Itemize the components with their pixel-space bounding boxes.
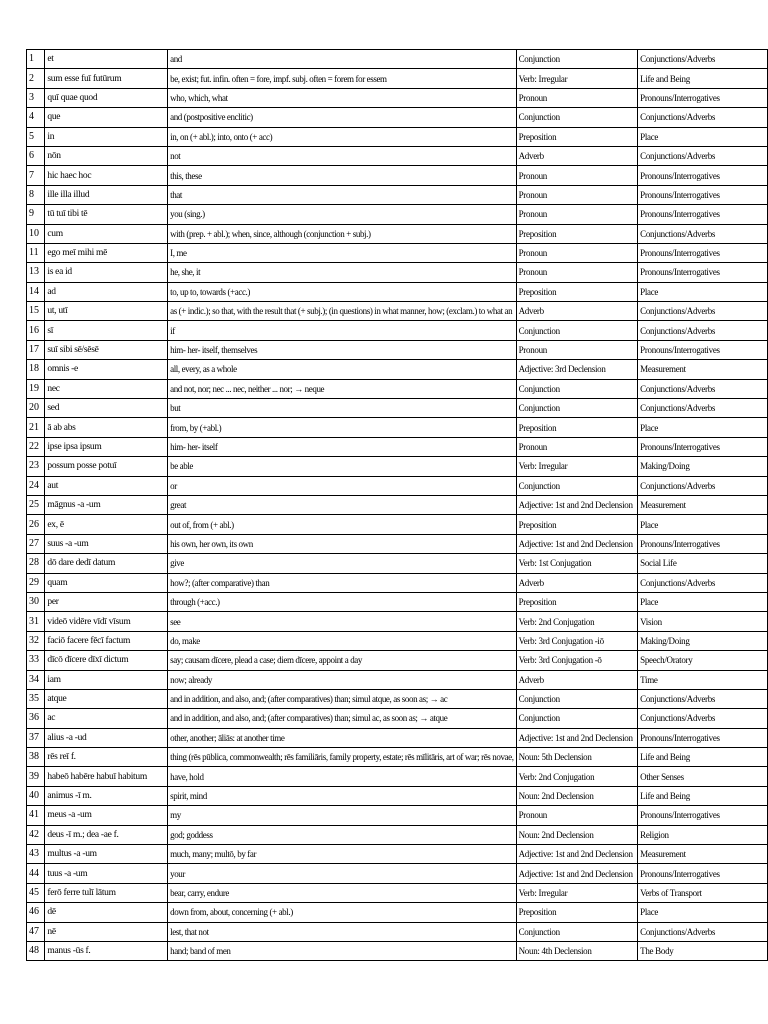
category-cell: Place [638,282,768,301]
definition-cell: bear, carry, endure [168,883,517,902]
definition-cell: down from, about, concerning (+ abl.) [168,903,517,922]
definition-cell: and (postpositive enclitic) [168,108,517,127]
part-of-speech-cell: Adverb [516,146,638,165]
table-row [27,224,768,243]
latin-word-cell: rēs reī f. [45,748,168,767]
table-row [27,864,768,883]
category-cell: Place [638,515,768,534]
definition-cell: your [168,864,517,883]
latin-word-cell: et [45,50,168,69]
row-number-cell: 47 [27,922,45,941]
row-number-cell: 27 [27,534,45,553]
part-of-speech-cell: Verb: 1st Conjugation [516,554,638,573]
part-of-speech-cell: Verb: 2nd Conjugation [516,612,638,631]
category-cell: Pronouns/Interrogatives [638,243,768,262]
category-cell: Conjunctions/Adverbs [638,302,768,321]
definition-cell: give [168,554,517,573]
part-of-speech-cell: Verb: Irregular [516,69,638,88]
category-cell: Conjunctions/Adverbs [638,146,768,165]
definition-cell: from, by (+abl.) [168,418,517,437]
category-cell: Social Life [638,554,768,573]
category-cell: Pronouns/Interrogatives [638,205,768,224]
table-row [27,709,768,728]
row-number-cell: 24 [27,476,45,495]
latin-word-cell: nē [45,922,168,941]
category-cell: Pronouns/Interrogatives [638,185,768,204]
category-cell: Making/Doing [638,457,768,476]
latin-word-cell: nōn [45,146,168,165]
definition-cell: and [168,50,517,69]
table-row [27,50,768,69]
latin-word-cell: dō dare dedī datum [45,554,168,573]
latin-word-cell: ad [45,282,168,301]
definition-cell: do, make [168,631,517,650]
row-number-cell: 20 [27,399,45,418]
category-cell: Conjunctions/Adverbs [638,399,768,418]
latin-word-cell: ego meī mihi mē [45,243,168,262]
category-cell: Pronouns/Interrogatives [638,864,768,883]
latin-word-cell: in [45,127,168,146]
latin-word-cell: deus -ī m.; dea -ae f. [45,825,168,844]
table-row [27,476,768,495]
definition-cell: if [168,321,517,340]
row-number-cell: 10 [27,224,45,243]
part-of-speech-cell: Conjunction [516,50,638,69]
category-cell: Conjunctions/Adverbs [638,573,768,592]
table-row [27,282,768,301]
definition-cell: thing (rēs pūblica, commonwealth; rēs familiāris, family property, estate; rēs mīlitāris, art of war; rēs novae, [168,748,517,767]
latin-word-cell: suī sibi sē/sēsē [45,340,168,359]
category-cell: Verbs of Transport [638,883,768,902]
part-of-speech-cell: Conjunction [516,689,638,708]
part-of-speech-cell: Verb: Irregular [516,883,638,902]
row-number-cell: 39 [27,767,45,786]
latin-word-cell: animus -ī m. [45,786,168,805]
part-of-speech-cell: Conjunction [516,379,638,398]
latin-word-cell: is ea id [45,263,168,282]
latin-word-cell: tuus -a -um [45,864,168,883]
row-number-cell: 40 [27,786,45,805]
table-row [27,670,768,689]
part-of-speech-cell: Adverb [516,302,638,321]
category-cell: Conjunctions/Adverbs [638,922,768,941]
row-number-cell: 32 [27,631,45,650]
row-number-cell: 9 [27,205,45,224]
category-cell: Conjunctions/Adverbs [638,224,768,243]
definition-cell: him- her- itself [168,437,517,456]
table-row [27,69,768,88]
row-number-cell: 34 [27,670,45,689]
part-of-speech-cell: Verb: 2nd Conjugation [516,767,638,786]
latin-word-cell: tū tuī tibi tē [45,205,168,224]
row-number-cell: 30 [27,592,45,611]
row-number-cell: 37 [27,728,45,747]
definition-cell: hand; band of men [168,941,517,960]
category-cell: Pronouns/Interrogatives [638,340,768,359]
definition-cell: with (prep. + abl.); when, since, although (conjunction + subj.) [168,224,517,243]
definition-cell: he, she, it [168,263,517,282]
latin-word-cell: ā ab abs [45,418,168,437]
category-cell: Life and Being [638,69,768,88]
definition-cell: be able [168,457,517,476]
category-cell: Other Senses [638,767,768,786]
part-of-speech-cell: Adjective: 1st and 2nd Declension [516,534,638,553]
category-cell: Pronouns/Interrogatives [638,263,768,282]
category-cell: Time [638,670,768,689]
part-of-speech-cell: Conjunction [516,922,638,941]
row-number-cell: 31 [27,612,45,631]
latin-word-cell: ferō ferre tulī lātum [45,883,168,902]
category-cell: Measurement [638,495,768,514]
table-row [27,786,768,805]
table-row [27,767,768,786]
latin-word-cell: multus -a -um [45,845,168,864]
part-of-speech-cell: Verb: 3rd Conjugation -iō [516,631,638,650]
part-of-speech-cell: Pronoun [516,263,638,282]
part-of-speech-cell: Preposition [516,515,638,534]
category-cell: Place [638,903,768,922]
table-row [27,127,768,146]
definition-cell: to, up to, towards (+acc.) [168,282,517,301]
category-cell: Conjunctions/Adverbs [638,50,768,69]
part-of-speech-cell: Pronoun [516,340,638,359]
definition-cell: all, every, as a whole [168,360,517,379]
row-number-cell: 17 [27,340,45,359]
category-cell: Measurement [638,360,768,379]
row-number-cell: 1 [27,50,45,69]
row-number-cell: 48 [27,941,45,960]
row-number-cell: 4 [27,108,45,127]
category-cell: Conjunctions/Adverbs [638,689,768,708]
latin-word-cell: ille illa illud [45,185,168,204]
category-cell: Place [638,127,768,146]
table-row [27,728,768,747]
part-of-speech-cell: Noun: 2nd Declension [516,825,638,844]
definition-cell: spirit, mind [168,786,517,805]
row-number-cell: 6 [27,146,45,165]
definition-cell: in, on (+ abl.); into, onto (+ acc) [168,127,517,146]
row-number-cell: 3 [27,88,45,107]
category-cell: Conjunctions/Adverbs [638,108,768,127]
row-number-cell: 21 [27,418,45,437]
definition-cell: who, which, what [168,88,517,107]
row-number-cell: 29 [27,573,45,592]
category-cell: Religion [638,825,768,844]
table-row [27,185,768,204]
table-row [27,651,768,670]
definition-cell: him- her- itself, themselves [168,340,517,359]
row-number-cell: 42 [27,825,45,844]
vocabulary-table [26,49,768,961]
definition-cell: you (sing.) [168,205,517,224]
row-number-cell: 43 [27,845,45,864]
definition-cell: as (+ indic.); so that, with the result that (+ subj.); (in questions) in what manner, how; (exclam.) to what an [168,302,517,321]
category-cell: Speech/Oratory [638,651,768,670]
part-of-speech-cell: Preposition [516,903,638,922]
latin-word-cell: iam [45,670,168,689]
part-of-speech-cell: Pronoun [516,185,638,204]
latin-word-cell: māgnus -a -um [45,495,168,514]
part-of-speech-cell: Pronoun [516,88,638,107]
table-row [27,360,768,379]
definition-cell: through (+acc.) [168,592,517,611]
table-row [27,146,768,165]
row-number-cell: 14 [27,282,45,301]
row-number-cell: 28 [27,554,45,573]
latin-word-cell: atque [45,689,168,708]
definition-cell: much, many; multō, by far [168,845,517,864]
table-row [27,243,768,262]
table-row [27,631,768,650]
part-of-speech-cell: Conjunction [516,321,638,340]
category-cell: Measurement [638,845,768,864]
definition-cell: I, me [168,243,517,262]
latin-word-cell: ac [45,709,168,728]
table-row [27,845,768,864]
table-row [27,612,768,631]
definition-cell: see [168,612,517,631]
table-row [27,437,768,456]
part-of-speech-cell: Noun: 4th Declension [516,941,638,960]
category-cell: Life and Being [638,786,768,805]
latin-word-cell: dīcō dīcere dīxī dictum [45,651,168,670]
definition-cell: this, these [168,166,517,185]
part-of-speech-cell: Adjective: 1st and 2nd Declension [516,864,638,883]
part-of-speech-cell: Conjunction [516,709,638,728]
latin-word-cell: manus -ūs f. [45,941,168,960]
latin-word-cell: sum esse fuī futūrum [45,69,168,88]
row-number-cell: 45 [27,883,45,902]
part-of-speech-cell: Adjective: 1st and 2nd Declension [516,728,638,747]
definition-cell: not [168,146,517,165]
category-cell: Vision [638,612,768,631]
latin-word-cell: suus -a -um [45,534,168,553]
latin-word-cell: faciō facere fēcī factum [45,631,168,650]
definition-cell: that [168,185,517,204]
part-of-speech-cell: Noun: 5th Declension [516,748,638,767]
part-of-speech-cell: Pronoun [516,437,638,456]
vocabulary-table-body [27,50,768,961]
category-cell: Pronouns/Interrogatives [638,437,768,456]
definition-cell: great [168,495,517,514]
latin-word-cell: ipse ipsa ipsum [45,437,168,456]
table-row [27,340,768,359]
category-cell: Place [638,592,768,611]
definition-cell: but [168,399,517,418]
row-number-cell: 41 [27,806,45,825]
part-of-speech-cell: Preposition [516,224,638,243]
definition-cell: lest, that not [168,922,517,941]
table-row [27,689,768,708]
table-row [27,515,768,534]
definition-cell: my [168,806,517,825]
part-of-speech-cell: Adjective: 3rd Declension [516,360,638,379]
latin-word-cell: videō vidēre vīdī vīsum [45,612,168,631]
row-number-cell: 16 [27,321,45,340]
latin-word-cell: quī quae quod [45,88,168,107]
part-of-speech-cell: Noun: 2nd Declension [516,786,638,805]
row-number-cell: 7 [27,166,45,185]
row-number-cell: 44 [27,864,45,883]
table-row [27,205,768,224]
latin-word-cell: quam [45,573,168,592]
definition-cell: other, another; āliās: at another time [168,728,517,747]
row-number-cell: 11 [27,243,45,262]
latin-word-cell: aut [45,476,168,495]
latin-word-cell: possum posse potuī [45,457,168,476]
latin-word-cell: meus -a -um [45,806,168,825]
definition-cell: or [168,476,517,495]
latin-word-cell: hic haec hoc [45,166,168,185]
table-row [27,418,768,437]
row-number-cell: 2 [27,69,45,88]
table-row [27,321,768,340]
row-number-cell: 35 [27,689,45,708]
category-cell: Pronouns/Interrogatives [638,534,768,553]
row-number-cell: 38 [27,748,45,767]
table-row [27,592,768,611]
definition-cell: his own, her own, its own [168,534,517,553]
part-of-speech-cell: Conjunction [516,399,638,418]
definition-cell: how?; (after comparative) than [168,573,517,592]
table-row [27,457,768,476]
category-cell: Place [638,418,768,437]
row-number-cell: 15 [27,302,45,321]
row-number-cell: 22 [27,437,45,456]
definition-cell: say; causam dīcere, plead a case; diem dīcere, appoint a day [168,651,517,670]
category-cell: Pronouns/Interrogatives [638,88,768,107]
latin-word-cell: cum [45,224,168,243]
definition-cell: out of, from (+ abl.) [168,515,517,534]
table-row [27,825,768,844]
category-cell: Conjunctions/Adverbs [638,379,768,398]
table-row [27,554,768,573]
table-row [27,263,768,282]
definition-cell: god; goddess [168,825,517,844]
table-row [27,495,768,514]
category-cell: Life and Being [638,748,768,767]
part-of-speech-cell: Pronoun [516,806,638,825]
table-row [27,399,768,418]
table-row [27,302,768,321]
row-number-cell: 46 [27,903,45,922]
table-row [27,379,768,398]
definition-cell: have, hold [168,767,517,786]
part-of-speech-cell: Adjective: 1st and 2nd Declension [516,845,638,864]
row-number-cell: 26 [27,515,45,534]
definition-cell: and in addition, and also, and; (after comparatives) than; simul atque, as soon as; → ac [168,689,517,708]
category-cell: Pronouns/Interrogatives [638,728,768,747]
category-cell: The Body [638,941,768,960]
table-row [27,108,768,127]
definition-cell: now; already [168,670,517,689]
part-of-speech-cell: Pronoun [516,166,638,185]
part-of-speech-cell: Pronoun [516,205,638,224]
part-of-speech-cell: Verb: 3rd Conjugation -ō [516,651,638,670]
table-row [27,88,768,107]
definition-cell: and not, nor; nec ... nec, neither ... nor; → neque [168,379,517,398]
part-of-speech-cell: Conjunction [516,108,638,127]
row-number-cell: 23 [27,457,45,476]
row-number-cell: 36 [27,709,45,728]
row-number-cell: 25 [27,495,45,514]
part-of-speech-cell: Verb: Irregular [516,457,638,476]
category-cell: Pronouns/Interrogatives [638,806,768,825]
part-of-speech-cell: Adverb [516,670,638,689]
table-row [27,883,768,902]
row-number-cell: 33 [27,651,45,670]
part-of-speech-cell: Conjunction [516,476,638,495]
part-of-speech-cell: Preposition [516,592,638,611]
part-of-speech-cell: Adjective: 1st and 2nd Declension [516,495,638,514]
latin-word-cell: sed [45,399,168,418]
latin-word-cell: omnis -e [45,360,168,379]
table-row [27,922,768,941]
latin-word-cell: sī [45,321,168,340]
table-row [27,534,768,553]
category-cell: Pronouns/Interrogatives [638,166,768,185]
part-of-speech-cell: Preposition [516,282,638,301]
latin-word-cell: habeō habēre habuī habitum [45,767,168,786]
latin-word-cell: nec [45,379,168,398]
part-of-speech-cell: Adverb [516,573,638,592]
table-row [27,806,768,825]
latin-word-cell: dē [45,903,168,922]
latin-word-cell: que [45,108,168,127]
category-cell: Conjunctions/Adverbs [638,476,768,495]
table-row [27,748,768,767]
category-cell: Making/Doing [638,631,768,650]
part-of-speech-cell: Preposition [516,127,638,146]
category-cell: Conjunctions/Adverbs [638,321,768,340]
definition-cell: and in addition, and also, and; (after comparatives) than; simul ac, as soon as; → atque [168,709,517,728]
row-number-cell: 5 [27,127,45,146]
latin-word-cell: per [45,592,168,611]
row-number-cell: 18 [27,360,45,379]
latin-word-cell: ut, utī [45,302,168,321]
part-of-speech-cell: Pronoun [516,243,638,262]
table-row [27,941,768,960]
latin-word-cell: alius -a -ud [45,728,168,747]
definition-cell: be, exist; fut. infin. often = fore, impf. subj. often = forem for essem [168,69,517,88]
row-number-cell: 8 [27,185,45,204]
row-number-cell: 13 [27,263,45,282]
table-row [27,166,768,185]
part-of-speech-cell: Preposition [516,418,638,437]
table-row [27,903,768,922]
row-number-cell: 19 [27,379,45,398]
latin-word-cell: ex, ē [45,515,168,534]
table-row [27,573,768,592]
category-cell: Conjunctions/Adverbs [638,709,768,728]
